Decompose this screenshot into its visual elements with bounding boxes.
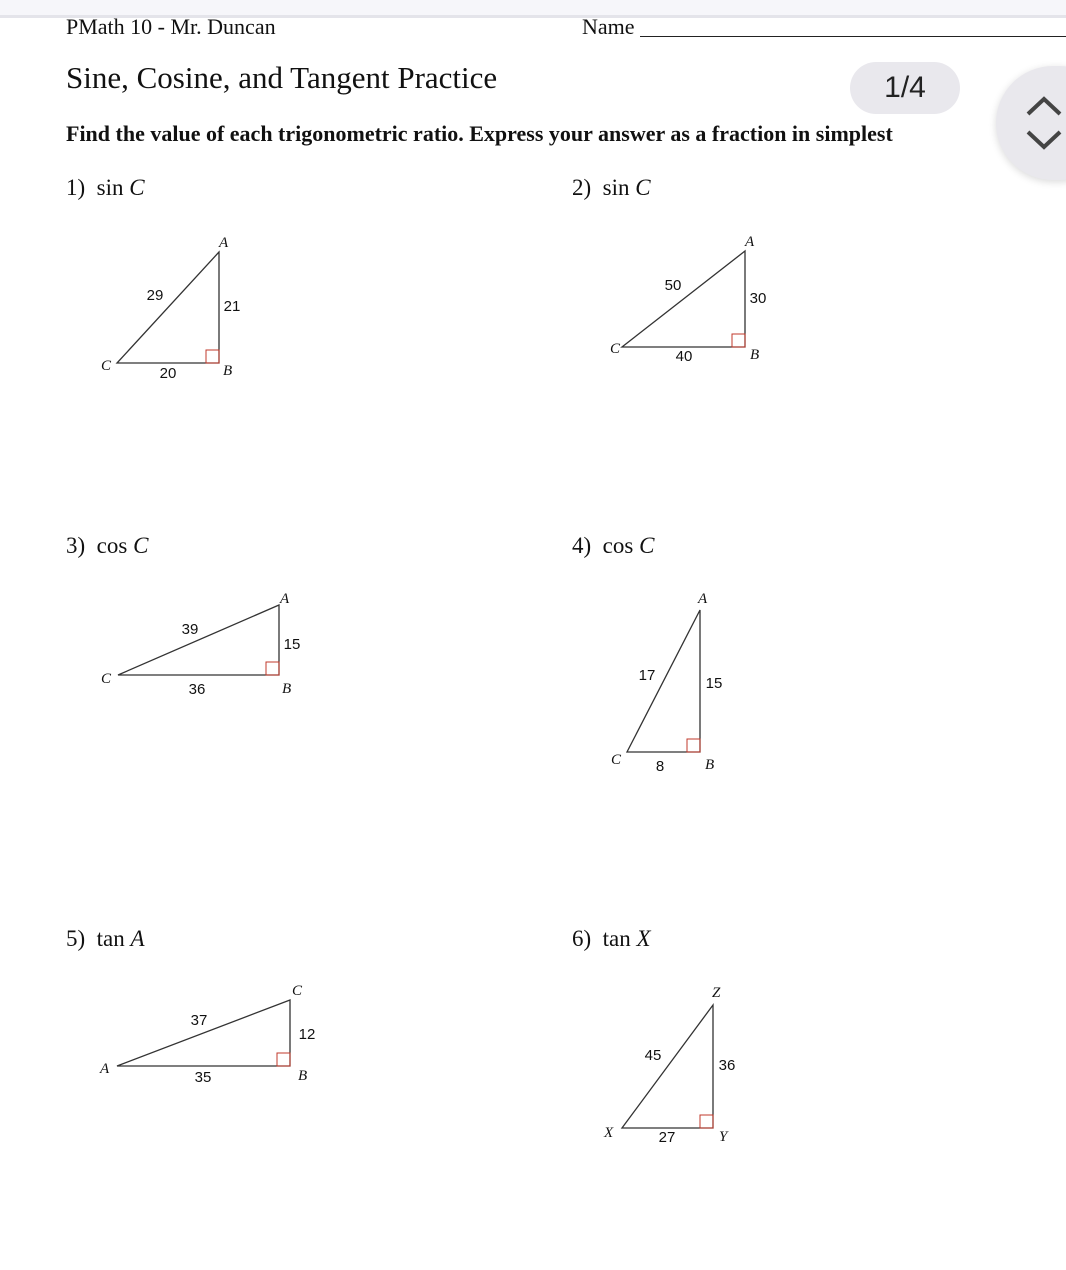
side-length: 12 [298,1026,316,1043]
side-length: 15 [283,636,301,653]
vertex-label: C [610,341,621,357]
instructions: Find the value of each trigonometric ratio. Express your answer as a fraction in simplest [66,121,893,146]
vertex-label: B [282,681,292,697]
vertex-label: A [100,1061,110,1077]
side-length: 30 [749,290,767,307]
vertex-label: B [750,347,760,363]
vertex-label: B [705,757,715,773]
course-header: PMath 10 - Mr. Duncan [66,14,276,39]
vertex-label: B [223,363,233,379]
vertex-label: A [280,591,290,607]
side-length: 35 [194,1069,212,1086]
chevron-up-icon[interactable] [1024,94,1064,118]
vertex-label: C [611,752,622,768]
vertex-label: C [101,671,112,687]
right-angle-marker [732,334,745,347]
side-length: 29 [146,287,164,304]
triangle-3 [118,605,279,675]
problem-5-label: 5) tan A [66,926,145,951]
side-length: 20 [159,365,177,382]
page-indicator: 1/4 [850,62,960,114]
vertex-label: A [698,591,708,607]
vertex-label: A [219,235,229,251]
side-length: 21 [223,298,241,315]
vertex-label: X [604,1125,614,1141]
triangle-6 [622,1005,713,1128]
side-length: 50 [664,277,682,294]
chevron-down-icon[interactable] [1024,128,1064,152]
side-length: 39 [181,621,199,638]
problem-2-label: 2) sin C [572,175,651,200]
triangle-5 [117,1000,290,1066]
right-angle-marker [700,1115,713,1128]
problem-1-label: 1) sin C [66,175,145,200]
side-length: 45 [644,1047,662,1064]
vertex-label: C [101,358,112,374]
right-angle-marker [687,739,700,752]
vertex-label: C [292,983,303,999]
problem-4-label: 4) cos C [572,533,655,558]
side-length: 36 [718,1057,736,1074]
right-angle-marker [277,1053,290,1066]
name-label: Name [582,14,635,39]
side-length: 8 [655,758,665,775]
triangle-1 [117,252,219,363]
vertex-label: A [745,234,755,250]
vertex-label: Z [712,985,721,1001]
right-angle-marker [206,350,219,363]
vertex-label: Y [719,1129,728,1145]
problem-3-label: 3) cos C [66,533,149,558]
right-angle-marker [266,662,279,675]
triangle-2 [622,251,745,347]
side-length: 17 [638,667,656,684]
side-length: 36 [188,681,206,698]
side-length: 40 [675,348,693,365]
side-length: 27 [658,1129,676,1146]
side-length: 15 [705,675,723,692]
page-title: Sine, Cosine, and Tangent Practice [66,60,498,95]
vertex-label: B [298,1068,308,1084]
problem-6-label: 6) tan X [572,926,651,951]
side-length: 37 [190,1012,208,1029]
